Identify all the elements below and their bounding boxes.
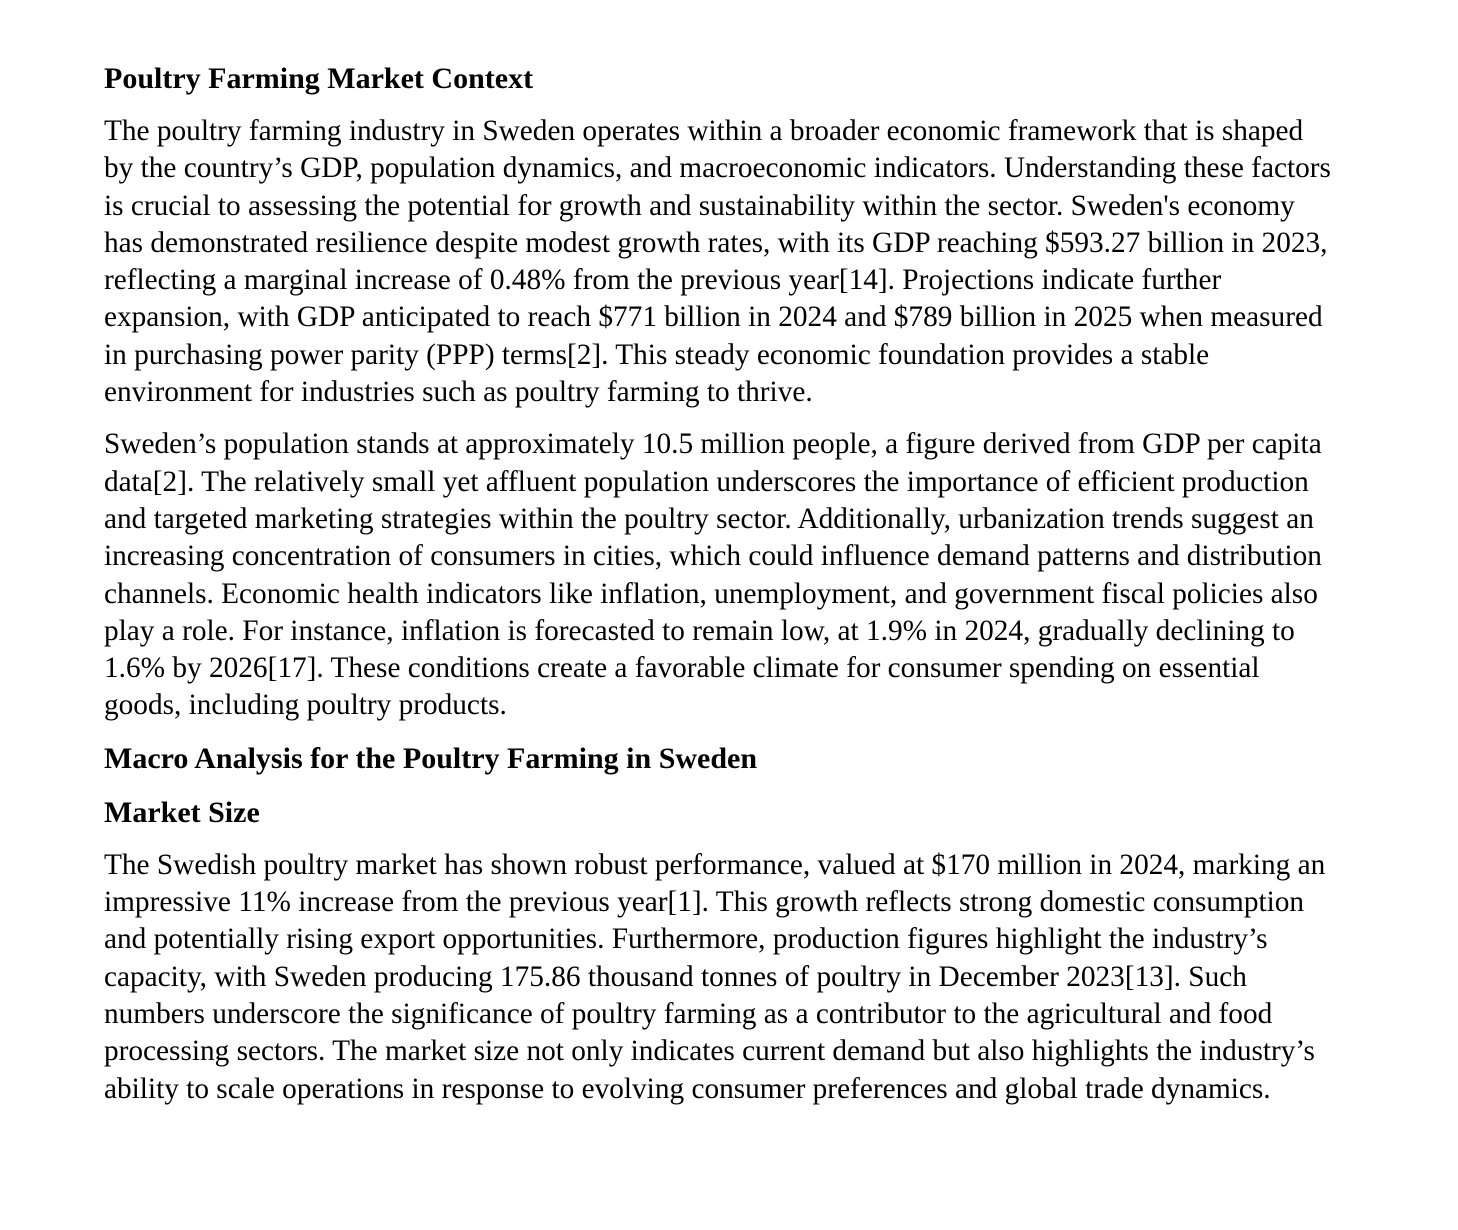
section-heading-market-context: Poultry Farming Market Context — [104, 62, 534, 95]
paragraph-market-size: The Swedish poultry market has shown robust performance, valued at $170 million in 2024, marking an impressive 11% increase from the previous year[1]. This growth reflects strong domestic consumption and potentially rising export opportunities. Furthermore, production figures highlight the industry’s capacity, with Sweden producing 175.86 thousand tonnes of poultry in December 2023[13]. Such numbers underscore the significance of poultry farming as a contributor to the agricultural and food processing sectors. The market size not only indicates current demand but also highlights the industry’s ability to scale operations in response to evolving consumer preferences and global trade dynamics. — [104, 848, 1326, 1105]
paragraph-economic-framework: The poultry farming industry in Sweden operates within a broader economic framework that is shaped by the country’s GDP, population dynamics, and macroeconomic indicators. Understanding these factors is crucial to assessing the potential for growth and sustainability within the sector. Sweden's economy has demonstrated resilience despite modest growth rates, with its GDP reaching $593.27 billion in 2023, reflecting a marginal increase of 0.48% from the previous year[14]. Projections indicate further expansion, with GDP anticipated to reach $771 billion in 2024 and $789 billion in 2025 when measured in purchasing power parity (PPP) terms[2]. This steady economic foundation provides a stable environment for industries such as poultry farming to thrive. — [104, 115, 1331, 409]
section-heading-macro-analysis: Macro Analysis for the Poultry Farming in Sweden — [104, 741, 758, 775]
paragraph-population: Sweden’s population stands at approximately 10.5 million people, a figure derived from GDP per capita data[2]. The relatively small yet affluent population underscores the importance of efficient production and targeted marketing strategies within the poultry sector. Additionally, urbanization trends suggest an increasing concentration of consumers in cities, which could influence demand patterns and distribution channels. Economic health indicators like inflation, unemployment, and government fiscal policies also play a role. For instance, inflation is forecasted to remain low, at 1.9% in 2024, gradually declining to 1.6% by 2026[17]. These conditions create a favorable climate for consumer spending on essential goods, including poultry products. — [104, 428, 1322, 722]
document-page — [104, 60, 1334, 1108]
section-heading-market-size: Market Size — [104, 795, 260, 829]
